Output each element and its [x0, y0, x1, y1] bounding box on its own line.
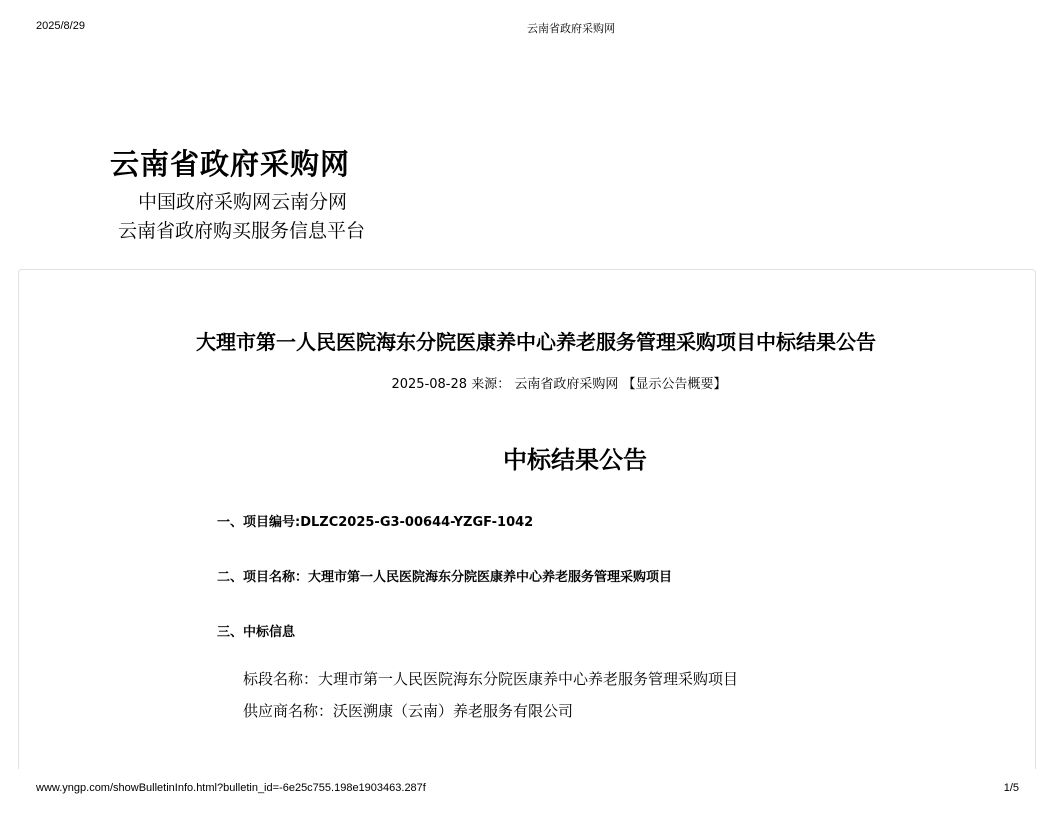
notice-date: 2025-08-28	[391, 377, 468, 392]
page-number: 1/5	[1003, 782, 1019, 794]
lot-name: 标段名称：大理市第一人民医院海东分院医康养中心养老服务管理采购项目	[243, 670, 739, 688]
section-project-number: 一、项目编号:DLZC2025-G3-00644-YZGF-1042	[217, 515, 534, 530]
footer-url: www.yngp.com/showBulletinInfo.html?bulletin_id=-6e25c755.198e1903463.287f	[36, 782, 426, 794]
result-heading: 中标结果公告	[503, 446, 647, 474]
source-label: 来源：	[471, 377, 511, 392]
print-date: 2025/8/29	[36, 20, 85, 32]
section-project-name: 二、项目名称：大理市第一人民医院海东分院医康养中心养老服务管理采购项目	[217, 570, 673, 585]
notice-source: 云南省政府采购网	[514, 377, 619, 392]
show-summary-link[interactable]: 【显示公告概要】	[622, 377, 727, 392]
notice-meta	[0, 373, 1054, 392]
supplier-name: 供应商名称：沃医溯康（云南）养老服务有限公司	[243, 702, 574, 720]
section-award-info: 三、中标信息	[217, 625, 296, 640]
notice-title: 大理市第一人民医院海东分院医康养中心养老服务管理采购项目中标结果公告	[196, 330, 876, 354]
site-subtitle-1: 中国政府采购网云南分网	[138, 191, 348, 213]
print-header-title: 云南省政府采购网	[527, 22, 615, 35]
site-subtitle-2: 云南省政府购买服务信息平台	[118, 220, 366, 242]
site-title[interactable]: 云南省政府采购网	[110, 147, 351, 181]
